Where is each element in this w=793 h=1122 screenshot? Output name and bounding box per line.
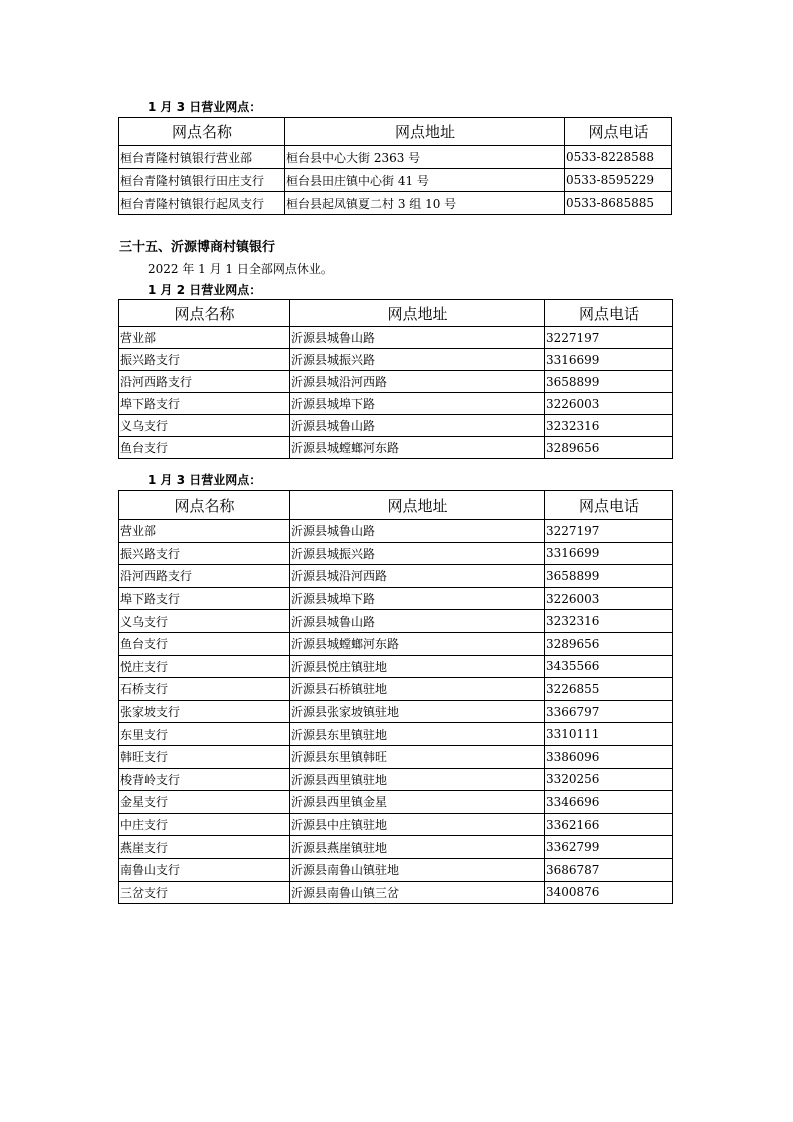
branch-address-cell: 桓台县田庄镇中心街 41 号 [285,169,565,192]
branch-phone-cell: 3232316 [545,610,673,633]
branch-phone-cell: 3320256 [545,768,673,791]
branch-address-cell: 沂源县西里镇金星 [290,791,545,814]
branch-name-cell: 沿河西路支行 [119,565,290,588]
branch-name-cell: 义乌支行 [119,415,290,437]
table-row [119,791,673,814]
table-row [119,192,672,215]
branch-address-cell: 沂源县城沿河西路 [290,371,545,393]
branch-phone-cell: 3227197 [545,520,673,543]
branch-phone-cell: 3362799 [545,836,673,859]
table-header-row [119,491,673,520]
table-row [119,610,673,633]
branch-name-cell: 韩旺支行 [119,745,290,768]
column-header-branch-phone: 网点电话 [545,491,673,520]
branch-address-cell: 沂源县石桥镇驻地 [290,678,545,701]
branch-phone-cell: 3658899 [545,565,673,588]
table-row [119,813,673,836]
block3-table [118,490,673,904]
branch-phone-cell: 0533-8228588 [565,146,672,169]
branch-address-cell: 沂源县张家坡镇驻地 [290,700,545,723]
branch-phone-cell: 3310111 [545,723,673,746]
branch-phone-cell: 3316699 [545,349,673,371]
branch-name-cell: 东里支行 [119,723,290,746]
branch-name-cell: 振兴路支行 [119,542,290,565]
branch-phone-cell: 3686787 [545,858,673,881]
table-row [119,655,673,678]
branch-phone-cell: 3226855 [545,678,673,701]
branch-phone-cell: 3232316 [545,415,673,437]
branch-address-cell: 沂源县城沿河西路 [290,565,545,588]
branch-address-cell: 沂源县东里镇韩旺 [290,745,545,768]
branch-name-cell: 鱼台支行 [119,437,290,459]
branch-phone-cell: 3227197 [545,327,673,349]
branch-address-cell: 桓台县中心大街 2363 号 [285,146,565,169]
branch-name-cell: 桓台青隆村镇银行起凤支行 [119,192,285,215]
branch-name-cell: 桓台青隆村镇银行田庄支行 [119,169,285,192]
branch-phone-cell: 3366797 [545,700,673,723]
branch-address-cell: 沂源县西里镇驻地 [290,768,545,791]
table-row [119,836,673,859]
branch-address-cell: 沂源县城螳螂河东路 [290,437,545,459]
table-row [119,700,673,723]
block3-subheading: 1 月 3 日营业网点： [148,473,262,487]
branch-name-cell: 营业部 [119,520,290,543]
branch-name-cell: 埠下路支行 [119,393,290,415]
branch-name-cell: 三岔支行 [119,881,290,904]
table-row [119,632,673,655]
column-header-branch-name: 网点名称 [119,300,290,327]
table-row [119,349,673,371]
branch-address-cell: 沂源县城鲁山路 [290,327,545,349]
table-header-row [119,118,672,146]
branch-address-cell: 桓台县起凤镇夏二村 3 组 10 号 [285,192,565,215]
branch-address-cell: 沂源县城鲁山路 [290,610,545,633]
branch-name-cell: 南鲁山支行 [119,858,290,881]
table-row [119,565,673,588]
block2-subheading: 1 月 2 日营业网点： [148,283,262,297]
branch-name-cell: 金星支行 [119,791,290,814]
column-header-branch-name: 网点名称 [119,491,290,520]
branch-phone-cell: 3658899 [545,371,673,393]
table-row [119,371,673,393]
table-row [119,768,673,791]
column-header-branch-name: 网点名称 [119,118,285,146]
table-row [119,858,673,881]
branch-name-cell: 梭背岭支行 [119,768,290,791]
branch-phone-cell: 3226003 [545,393,673,415]
table-row [119,723,673,746]
branch-phone-cell: 3386096 [545,745,673,768]
branch-name-cell: 鱼台支行 [119,632,290,655]
branch-name-cell: 义乌支行 [119,610,290,633]
column-header-branch-address: 网点地址 [290,491,545,520]
branch-address-cell: 沂源县城鲁山路 [290,520,545,543]
branch-address-cell: 沂源县城螳螂河东路 [290,632,545,655]
closure-note: 2022 年 1 月 1 日全部网点休业。 [148,262,333,276]
branch-name-cell: 燕崖支行 [119,836,290,859]
branch-address-cell: 沂源县燕崖镇驻地 [290,836,545,859]
branch-address-cell: 沂源县悦庄镇驻地 [290,655,545,678]
branch-name-cell: 营业部 [119,327,290,349]
branch-name-cell: 悦庄支行 [119,655,290,678]
section-title: 三十五、沂源博商村镇银行 [119,240,276,255]
column-header-branch-phone: 网点电话 [565,118,672,146]
branch-address-cell: 沂源县南鲁山镇三岔 [290,881,545,904]
table-row [119,415,673,437]
table-row [119,437,673,459]
table-row [119,520,673,543]
table-header-row [119,300,673,327]
branch-name-cell: 张家坡支行 [119,700,290,723]
branch-phone-cell: 3226003 [545,587,673,610]
table-row [119,678,673,701]
branch-address-cell: 沂源县东里镇驻地 [290,723,545,746]
table-row [119,169,672,192]
column-header-branch-address: 网点地址 [285,118,565,146]
block1-subheading: 1 月 3 日营业网点： [148,100,262,114]
branch-phone-cell: 3346696 [545,791,673,814]
table-row [119,587,673,610]
branch-phone-cell: 3435566 [545,655,673,678]
branch-address-cell: 沂源县城埠下路 [290,587,545,610]
branch-name-cell: 桓台青隆村镇银行营业部 [119,146,285,169]
branch-phone-cell: 0533-8595229 [565,169,672,192]
branch-name-cell: 石桥支行 [119,678,290,701]
branch-phone-cell: 3289656 [545,437,673,459]
column-header-branch-phone: 网点电话 [545,300,673,327]
table-row [119,542,673,565]
branch-name-cell: 埠下路支行 [119,587,290,610]
branch-name-cell: 沿河西路支行 [119,371,290,393]
table-row [119,881,673,904]
table-row [119,146,672,169]
branch-phone-cell: 3400876 [545,881,673,904]
branch-address-cell: 沂源县城振兴路 [290,542,545,565]
branch-address-cell: 沂源县城埠下路 [290,393,545,415]
branch-phone-cell: 3316699 [545,542,673,565]
branch-name-cell: 振兴路支行 [119,349,290,371]
branch-name-cell: 中庄支行 [119,813,290,836]
block1-table [118,117,672,215]
branch-phone-cell: 0533-8685885 [565,192,672,215]
branch-address-cell: 沂源县城鲁山路 [290,415,545,437]
block2-table [118,299,673,459]
table-row [119,745,673,768]
table-row [119,393,673,415]
branch-address-cell: 沂源县城振兴路 [290,349,545,371]
branch-phone-cell: 3289656 [545,632,673,655]
branch-address-cell: 沂源县南鲁山镇驻地 [290,858,545,881]
table-row [119,327,673,349]
branch-address-cell: 沂源县中庄镇驻地 [290,813,545,836]
column-header-branch-address: 网点地址 [290,300,545,327]
branch-phone-cell: 3362166 [545,813,673,836]
